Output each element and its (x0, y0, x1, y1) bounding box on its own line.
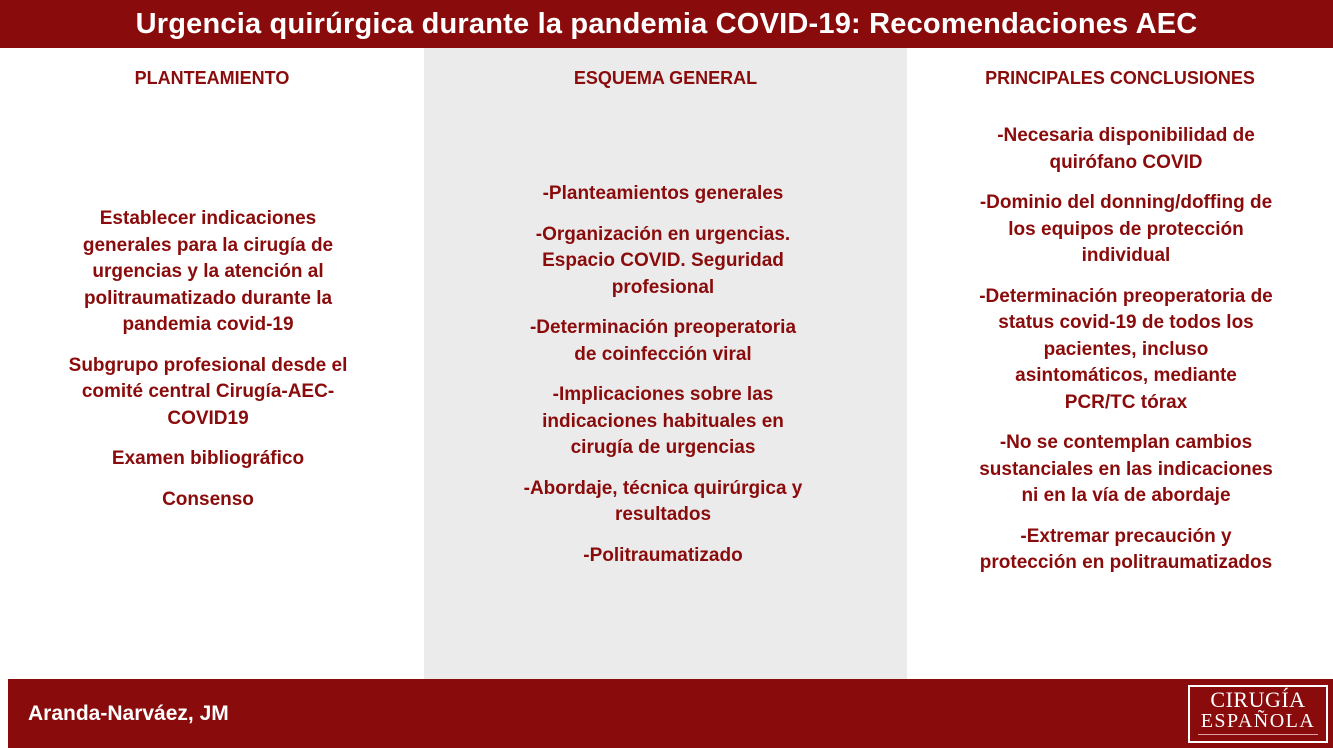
author-name: Aranda-Narváez, JM (28, 702, 229, 725)
list-item: Examen bibliográfico (111, 448, 305, 469)
list-item: -Necesaria disponibilidad de quirófano COVID (997, 125, 1255, 173)
list-item: -Implicaciones sobre las indicaciones habituales en cirugía de urgencias (542, 384, 784, 458)
list-item: -Planteamientos generales (542, 183, 784, 204)
column-esquema-general (424, 48, 907, 679)
list-item: -Extremar precaución y protección en politraumatizados (979, 525, 1273, 573)
logo-divider (1198, 734, 1318, 735)
logo-text-line1: CIRUGÍA (1210, 687, 1306, 712)
column-principales-conclusiones (907, 48, 1333, 679)
column-heading: PRINCIPALES CONCLUSIONES (985, 68, 1255, 88)
list-item: Establecer indicaciones generales para la cirugía de urgencias y la atención al politraumatizado durante la pandemia covid-19 (82, 208, 334, 335)
logo-plate (1190, 687, 1326, 741)
list-item: -Determinación preoperatoria de status covid-19 de todos los pacientes, incluso asintomáticos, mediante PCR/TC tórax (979, 285, 1273, 413)
list-item: -Determinación preoperatoria de coinfección viral (529, 317, 797, 365)
list-item: Subgrupo profesional desde el comité central Cirugía-AEC-COVID19 (68, 354, 348, 429)
list-item: -Dominio del donning/doffing de los equipos de protección individual (979, 192, 1273, 266)
column-heading: ESQUEMA GENERAL (573, 68, 758, 88)
list-item: Consenso (162, 488, 254, 510)
list-item: -No se contemplan cambios sustanciales en las indicaciones ni en la vía de abordaje (979, 432, 1273, 506)
column-body (518, 181, 808, 583)
list-item: -Politraumatizado (583, 544, 743, 566)
page-title: Urgencia quirúrgica durante la pandemia COVID-19: Recomendaciones AEC (135, 7, 1198, 40)
list-item: -Organización en urgencias. Espacio COVID. Seguridad profesional (535, 223, 791, 298)
column-heading: PLANTEAMIENTO (134, 68, 290, 88)
journal-logo (1188, 685, 1328, 743)
list-item: -Abordaje, técnica quirúrgica y resultados (523, 477, 803, 525)
column-body (979, 123, 1273, 591)
column-planteamiento (0, 48, 424, 679)
logo-text-line2: ESPAÑOLA (1200, 710, 1316, 732)
title-bar (0, 0, 1333, 48)
column-body (62, 206, 354, 527)
footer-bar (8, 679, 1333, 748)
